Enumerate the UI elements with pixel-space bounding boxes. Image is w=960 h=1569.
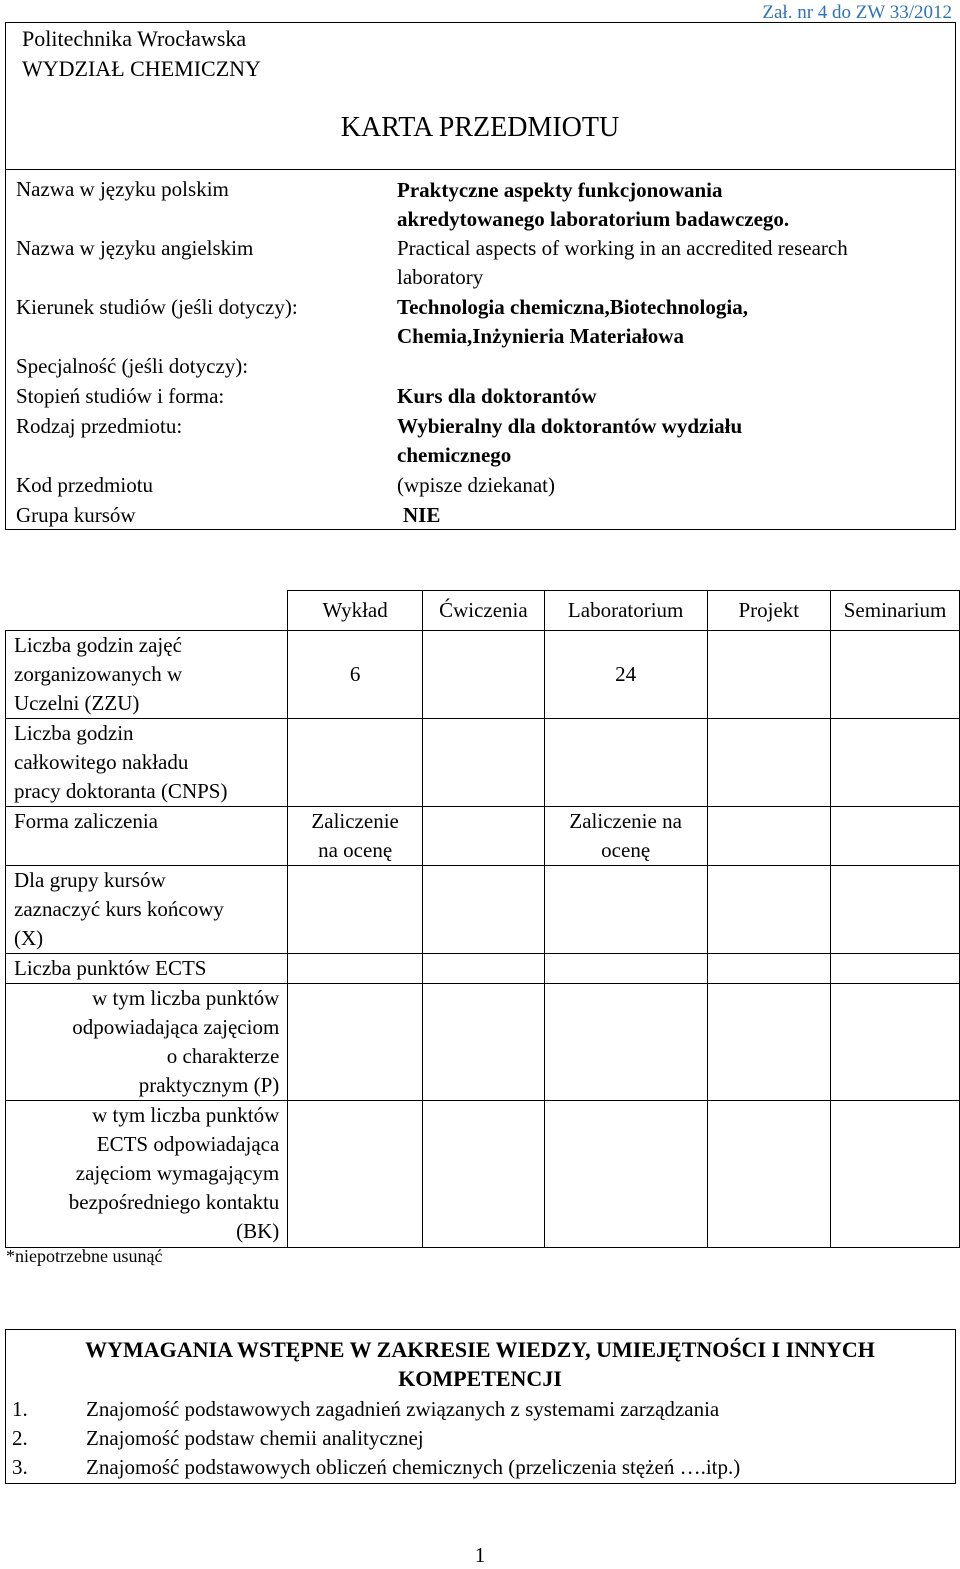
requirement-text: Znajomość podstaw chemii analitycznej: [86, 1426, 424, 1450]
cell-cwiczenia: [423, 984, 545, 1101]
cell-wyklad: [288, 866, 423, 954]
row-label: Liczba godzin całkowitego nakładu pracy doktoranta (CNPS): [6, 719, 288, 807]
name-en-label: Nazwa w języku angielskim: [16, 236, 254, 260]
cell-cwiczenia: [423, 866, 545, 954]
cell-laboratorium: [544, 719, 707, 807]
type-value: [397, 412, 952, 470]
footnote: *niepotrzebne usunąć: [6, 1246, 163, 1266]
cell-projekt: [707, 631, 831, 719]
cell-cwiczenia: [423, 807, 545, 866]
cell-seminarium: [831, 954, 960, 984]
header-projekt: Projekt: [707, 591, 831, 631]
cell-projekt: [707, 954, 831, 984]
table-row: [6, 719, 960, 807]
level-value: Kurs dla doktorantów: [397, 384, 597, 408]
table-row: [6, 866, 960, 954]
requirements-title-line: WYMAGANIA WSTĘPNE W ZAKRESIE WIEDZY, UMIEJĘTNOŚCI I INNYCH: [85, 1337, 875, 1362]
cell-cwiczenia: [423, 719, 545, 807]
cell-projekt: [707, 866, 831, 954]
cell-seminarium: [831, 984, 960, 1101]
page-number: 1: [474, 1543, 486, 1567]
faculty-name: WYDZIAŁ CHEMICZNY: [22, 56, 261, 81]
requirement-number: 2.: [12, 1426, 28, 1450]
code-label: Kod przedmiotu: [16, 473, 154, 497]
header-cwiczenia: Ćwiczenia: [423, 591, 545, 631]
cell-wyklad: Zaliczenie na ocenę: [288, 807, 423, 866]
row-label: w tym liczba punktów ECTS odpowiadająca zajęciom wymagającym bezpośredniego kontaktu (BK): [6, 1101, 288, 1248]
type-value-line: Wybieralny dla doktorantów wydziału: [397, 414, 743, 438]
cell-laboratorium: [544, 954, 707, 984]
cell-seminarium: [831, 719, 960, 807]
cell-cwiczenia: [423, 954, 545, 984]
cell-wyklad: [288, 954, 423, 984]
cell-projekt: [707, 984, 831, 1101]
direction-value: [397, 293, 952, 351]
row-label: w tym liczba punktów odpowiadająca zajęciom o charakterze praktycznym (P): [6, 984, 288, 1101]
cell-laboratorium: [544, 1101, 707, 1248]
cell-seminarium: [831, 1101, 960, 1248]
page-title: KARTA PRZEDMIOTU: [340, 112, 620, 143]
cell-laboratorium: 24: [544, 631, 707, 719]
header-seminarium: Seminarium: [831, 591, 960, 631]
row-label: Liczba punktów ECTS: [6, 954, 288, 984]
specialty-label: Specjalność (jeśli dotyczy):: [16, 354, 249, 378]
table-row: [6, 807, 960, 866]
table-row: [6, 631, 960, 719]
hours-table: [5, 590, 960, 1248]
cell-wyklad: 6: [288, 631, 423, 719]
type-label: Rodzaj przedmiotu:: [16, 414, 183, 438]
cell-seminarium: [831, 807, 960, 866]
empty-header-cell: [6, 591, 288, 631]
name-pl-value: [397, 176, 952, 234]
row-label: Dla grupy kursów zaznaczyć kurs końcowy (X): [6, 866, 288, 954]
cell-seminarium: [831, 866, 960, 954]
cell-cwiczenia: [423, 631, 545, 719]
cell-laboratorium: Zaliczenie na ocenę: [544, 807, 707, 866]
requirements-title-line: KOMPETENCJI: [398, 1366, 562, 1391]
name-pl-label: Nazwa w języku polskim: [16, 177, 229, 201]
table-row: [6, 984, 960, 1101]
direction-value-line: Technologia chemiczna,Biotechnologia,: [397, 295, 748, 319]
row-label: Liczba godzin zajęć zorganizowanych w Uczelni (ZZU): [6, 631, 288, 719]
direction-value-line: Chemia,Inżynieria Materiałowa: [397, 324, 684, 348]
code-value: (wpisze dziekanat): [397, 473, 556, 497]
cell-projekt: [707, 1101, 831, 1248]
attachment-note: Zał. nr 4 do ZW 33/2012: [762, 2, 952, 23]
cell-projekt: [707, 719, 831, 807]
level-label: Stopień studiów i forma:: [16, 384, 225, 408]
name-pl-value-line: akredytowanego laboratorium badawczego.: [397, 207, 790, 231]
hours-header-row: [6, 591, 960, 631]
cell-wyklad: [288, 1101, 423, 1248]
group-label: Grupa kursów: [16, 503, 136, 527]
requirements-title: [0, 1335, 960, 1393]
row-label: Forma zaliczenia: [6, 807, 288, 866]
name-pl-value-line: Praktyczne aspekty funkcjonowania: [397, 178, 723, 202]
direction-label: Kierunek studiów (jeśli dotyczy):: [16, 295, 298, 319]
type-value-line: chemicznego: [397, 443, 512, 467]
header-wyklad: Wykład: [288, 591, 423, 631]
university-block: [22, 24, 261, 84]
university-name: Politechnika Wrocławska: [22, 26, 247, 51]
cell-wyklad: [288, 719, 423, 807]
table-row: [6, 954, 960, 984]
cell-wyklad: [288, 984, 423, 1101]
cell-laboratorium: [544, 866, 707, 954]
cell-laboratorium: [544, 984, 707, 1101]
name-en-value: [397, 234, 952, 292]
cell-cwiczenia: [423, 1101, 545, 1248]
name-en-value-line: Practical aspects of working in an accredited research: [397, 236, 848, 260]
header-laboratorium: Laboratorium: [544, 591, 707, 631]
group-value: NIE: [403, 503, 441, 527]
cell-projekt: [707, 807, 831, 866]
requirement-number: 3.: [12, 1455, 28, 1479]
table-row: [6, 1101, 960, 1248]
name-en-value-line: laboratory: [397, 265, 484, 289]
requirement-number: 1.: [12, 1397, 28, 1421]
cell-seminarium: [831, 631, 960, 719]
requirement-text: Znajomość podstawowych zagadnień związanych z systemami zarządzania: [86, 1397, 720, 1421]
requirement-text: Znajomość podstawowych obliczeń chemicznych (przeliczenia stężeń ….itp.): [86, 1455, 741, 1479]
